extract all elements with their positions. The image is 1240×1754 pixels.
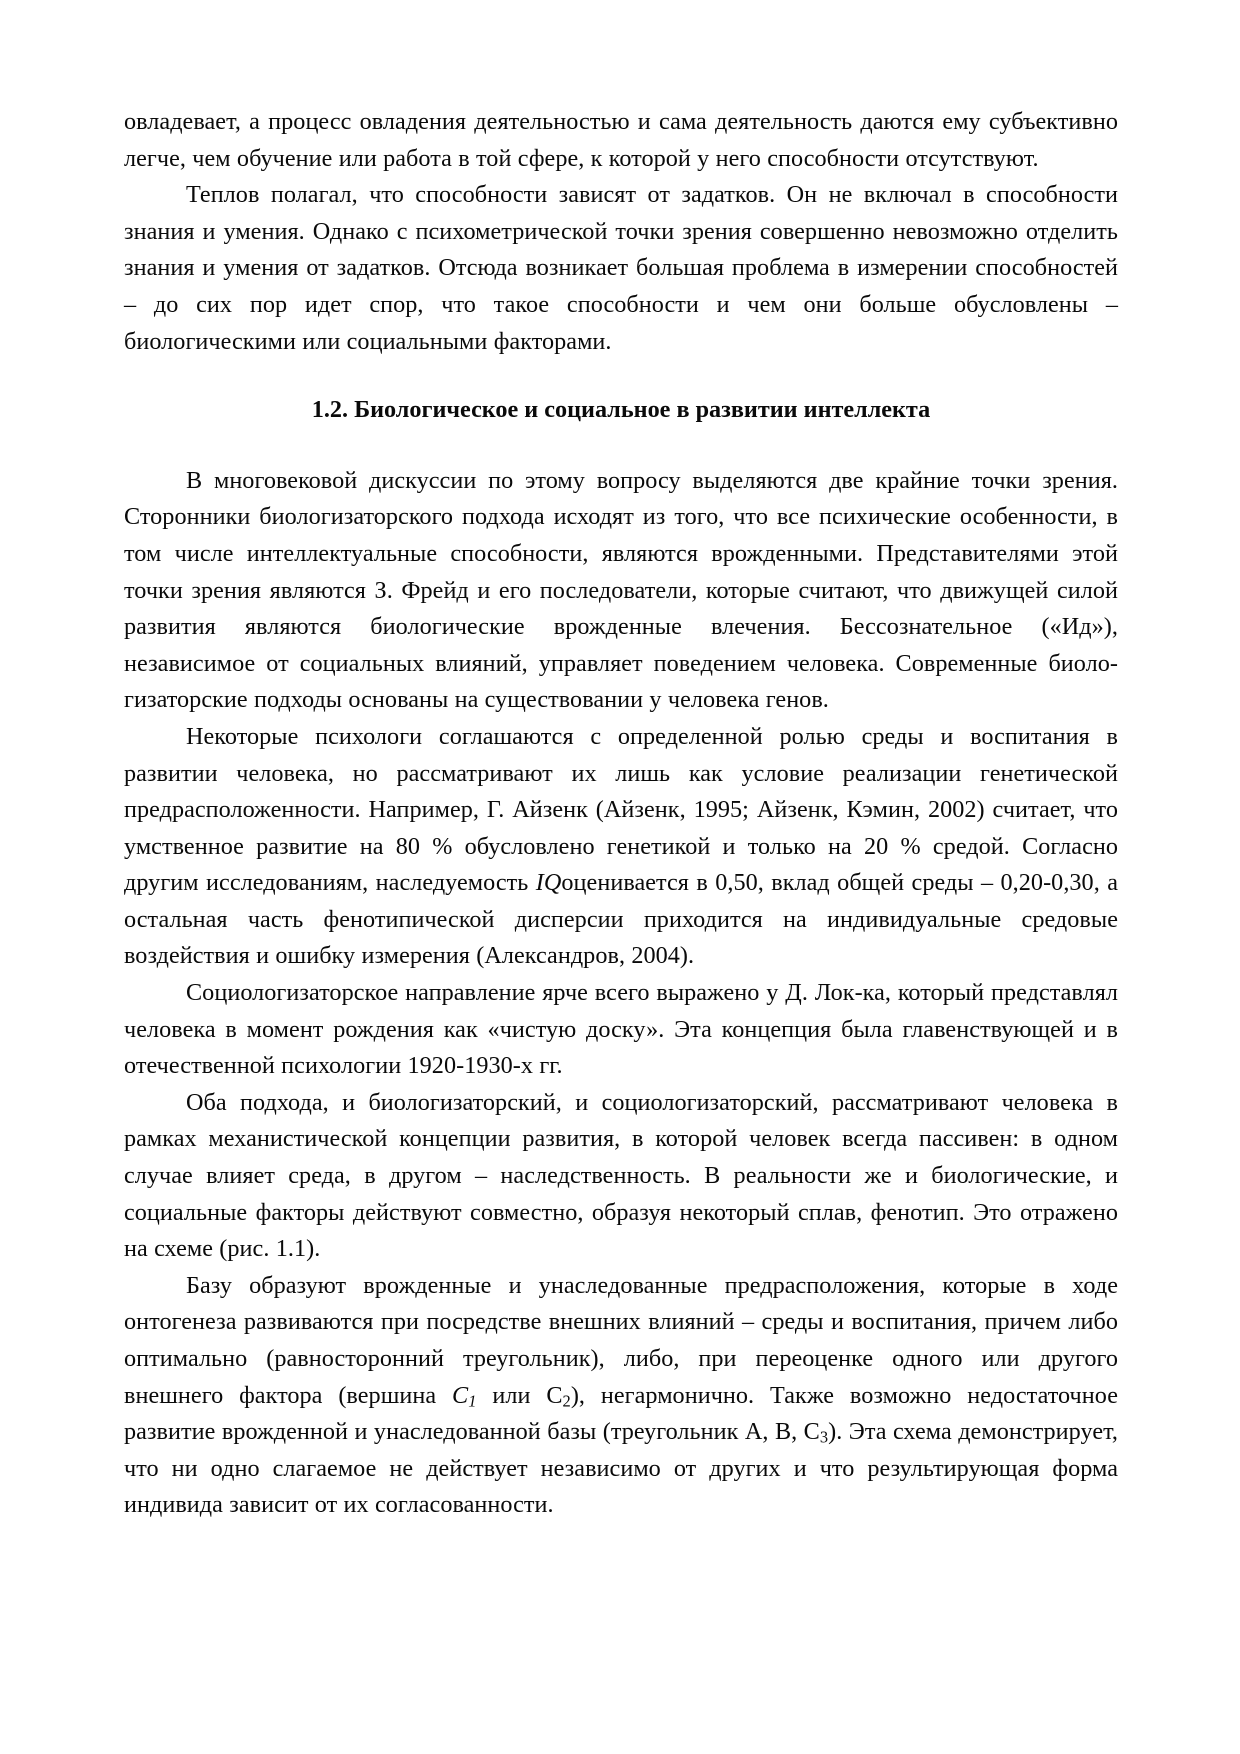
paragraph-both-approaches: Оба подхода, и биологизаторский, и социологизаторский, рассматривают человека в рамках механистической концепции развития, в которой человек всегда пассивен: в одном случае влияет среда, в другом – наследственность. В реальности же и биологические, и социальные факторы действуют совместно, образуя некоторый сплав, фенотип. Это отражено на схеме (рис. 1.1). bbox=[124, 1088, 1118, 1263]
paragraph-base-triangle: Базу образуют врожденные и унаследованные предрасположения, которые в ходе онтогенеза развиваются при посредстве внешних влияний – среды и воспитания, причем либо оптимально (равносторонний треугольник), либо, при переоценке одного или другого внешнего фактора (вершина $C_1$ или $C_2$), негармонично. Также возможно недостаточное развитие врожденной и унаследованной базы (треугольник А, В, $С_3$). Эта схема демонстрирует, что ни одно слагаемое не действует независимо от других и что результирующая форма индивида зависит от их согласованности. bbox=[124, 1271, 1118, 1519]
paragraph-teplov: Теплов полагал, что способности зависят от задатков. Он не включал в способности знания и умения. Однако с психометрической точки зрения совершенно невозможно отделить знания и умения от задатков. Отсюда возникает большая проблема в измерении способностей – до сих пор идет спор, что такое способности и чем они больше обусловлены – биологическими или социальными факторами. bbox=[124, 181, 1118, 355]
paragraph-continuation: овладевает, а процесс овладения деятельностью и сама деятельность даются ему субъективно легче, чем обучение или работа в той сфере, к которой у него способности отсутствуют. bbox=[124, 108, 1118, 172]
paragraph-locke: Социологизаторское направление ярче всего выражено у Д. Лок-ка, который представлял человека в момент рождения как «чистую доску». Эта концепция была главенствующей и в отечественной психологии 1920-1930-х гг. bbox=[124, 979, 1118, 1080]
paragraph-discussion: В многовековой дискуссии по этому вопросу выделяются две крайние точки зрения. Сторонники биологизаторского подхода исходят из того, что все психические особенности, в том числе интеллектуальные способности, являются врожденными. Представителями этой точки зрения являются З. Фрейд и его последователи, которые считают, что движущей силой развития являются биологические врожденные влечения. Бессознательное («Ид»), независимое от социальных влияний, управляет поведением человека. Современные биоло-гизаторские подходы основаны на существовании у человека генов. bbox=[124, 466, 1118, 714]
paragraph-eysenck: Некоторые психологи соглашаются с определенной ролью среды и воспитания в развитии человека, но рассматривают их лишь как условие реализации генетической предрасположенности. Например, Г. Айзенк (Айзенк, 1995; Айзенк, Кэмин, 2002) считает, что умственное развитие на 80 % обусловлено генетикой и только на 20 % средой. Согласно другим исследованиям, наследуемость IQоценивается в 0,50, вклад общей среды – 0,20-0,30, а остальная часть фенотипической дисперсии приходится на индивидуальные средовые воздействия и ошибку измерения (Александров, 2004). bbox=[124, 722, 1118, 970]
document-text-body bbox=[124, 104, 1118, 1524]
section-heading-1-2: 1.2. Биологическое и социальное в развитии интеллекта bbox=[311, 396, 931, 424]
